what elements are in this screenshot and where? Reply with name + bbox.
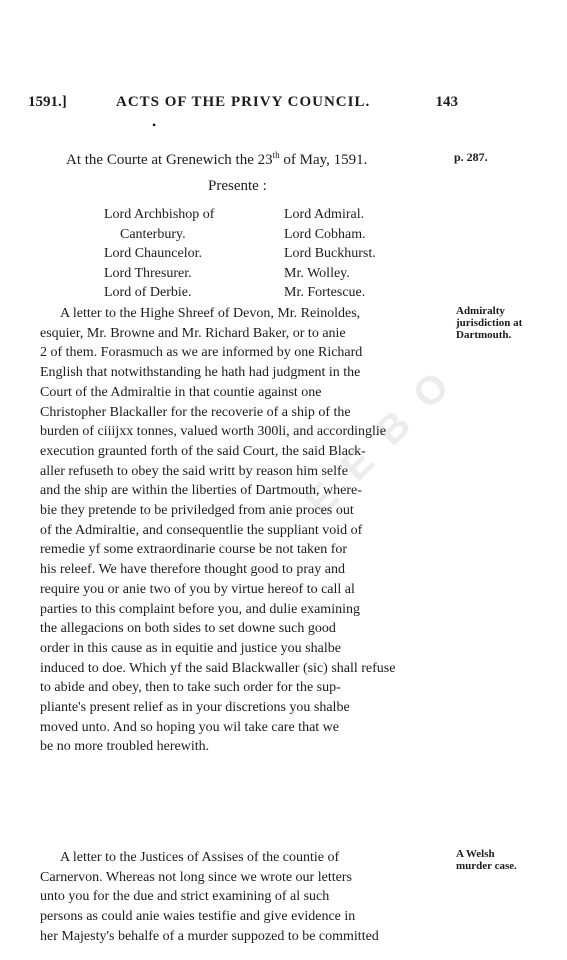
- text-line: English that notwithstanding he hath had judgment in the: [40, 365, 361, 381]
- text-line: be no more troubled herewith.: [40, 739, 210, 755]
- text-line: her Majesty's behalfe of a murder suppozed to be committed: [40, 928, 379, 944]
- session-heading-end: of May, 1591.: [279, 152, 368, 168]
- margin-note-line: jurisdiction at: [456, 317, 523, 329]
- text-line: aller refuseth to obey the said writt by reason him selfe: [40, 463, 348, 479]
- text-line: induced to doe. Which yf the said Blackwaller (sic) shall refuse: [40, 660, 396, 676]
- watermark: E E B O: [297, 359, 462, 525]
- member-name: Lord Archbishop of: [104, 207, 215, 222]
- members-left-column: [104, 205, 214, 303]
- margin-note-line: Dartmouth.: [456, 329, 512, 341]
- text-line: the allegacions on both sides to set downe such good: [40, 621, 336, 637]
- member-name: Lord Thresurer.: [104, 265, 192, 281]
- text-line: remedie yf some extraordinarie course be not taken for: [40, 542, 348, 558]
- text-line: burden of ciiijxx tonnes, valued worth 300li, and accordinglie: [40, 424, 387, 440]
- text-line: parties to this complaint before you, and dulie examining: [40, 601, 360, 617]
- text-line: 2 of them. Forasmuch as we are informed by one Richard: [40, 345, 363, 361]
- presente-label: Presente :: [208, 178, 267, 194]
- entry-welsh-murder-letter: [40, 848, 450, 947]
- member-name: Lord of Derbie.: [104, 285, 192, 300]
- text-line: esquier, Mr. Browne and Mr. Richard Baker, or to anie: [40, 325, 346, 341]
- text-line: and the ship are within the liberties of Dartmouth, where-: [40, 483, 362, 499]
- session-heading-start: At the Courte at Grenewich the 23: [66, 152, 273, 168]
- margin-page-ref: p. 287.: [454, 150, 488, 164]
- member-name: Lord Buckhurst.: [284, 246, 376, 261]
- member-name: Mr. Fortescue.: [284, 285, 366, 300]
- running-header: [28, 94, 458, 116]
- text-line: A letter to the Justices of Assises of the countie of: [60, 850, 340, 865]
- page-number: 143: [435, 94, 458, 110]
- entry-admiralty-letter: [40, 304, 450, 757]
- text-line: moved unto. And so hoping you wil take care that we: [40, 719, 339, 735]
- text-line: pliante's present relief as in your discretions you shalbe: [40, 700, 350, 716]
- header-title: ACTS OF THE PRIVY COUNCIL.: [116, 94, 371, 110]
- text-line: bie they pretende to be priviledged from anie proces out: [40, 503, 354, 519]
- text-line: order in this cause as in equitie and justice you shalbe: [40, 640, 341, 656]
- margin-note-line: murder case.: [456, 860, 517, 872]
- members-right-column: [284, 205, 376, 303]
- text-line: Court of the Admiraltie in that countie against one: [40, 384, 322, 400]
- text-line: his releef. We have therefore thought good to pray and: [40, 562, 345, 578]
- text-line: A letter to the Highe Shreef of Devon, Mr. Reinoldes,: [60, 306, 361, 321]
- header-year: 1591.]: [28, 94, 67, 110]
- header-ornament: •: [152, 118, 157, 132]
- member-name: Lord Admiral.: [284, 207, 365, 222]
- text-line: persons as could anie waies testifie and give evidence in: [40, 909, 356, 925]
- member-name: Mr. Wolley.: [284, 265, 350, 281]
- session-heading-suffix: th: [272, 150, 280, 160]
- member-name: Lord Chauncelor.: [104, 246, 202, 261]
- text-line: of the Admiraltie, and consequentlie the suppliant void of: [40, 522, 363, 538]
- text-line: require you or anie two of you by virtue hereof to call al: [40, 581, 355, 597]
- text-line: to abide and obey, then to take such order for the sup-: [40, 680, 341, 696]
- text-line: Christopher Blackaller for the recoverie of a ship of the: [40, 404, 351, 420]
- text-line: execution graunted forth of the said Court, the said Black-: [40, 443, 366, 459]
- margin-note-line: Admiralty: [456, 305, 505, 317]
- session-heading: [66, 150, 367, 169]
- member-name: Canterbury.: [120, 226, 186, 242]
- margin-note-admiralty: [456, 305, 522, 341]
- member-name: Lord Cobham.: [284, 226, 366, 242]
- margin-note-line: A Welsh: [456, 848, 495, 860]
- margin-note-welsh-murder: [456, 848, 517, 872]
- text-line: Carnervon. Whereas not long since we wrote our letters: [40, 869, 352, 885]
- text-line: unto you for the due and strict examining of al such: [40, 889, 330, 905]
